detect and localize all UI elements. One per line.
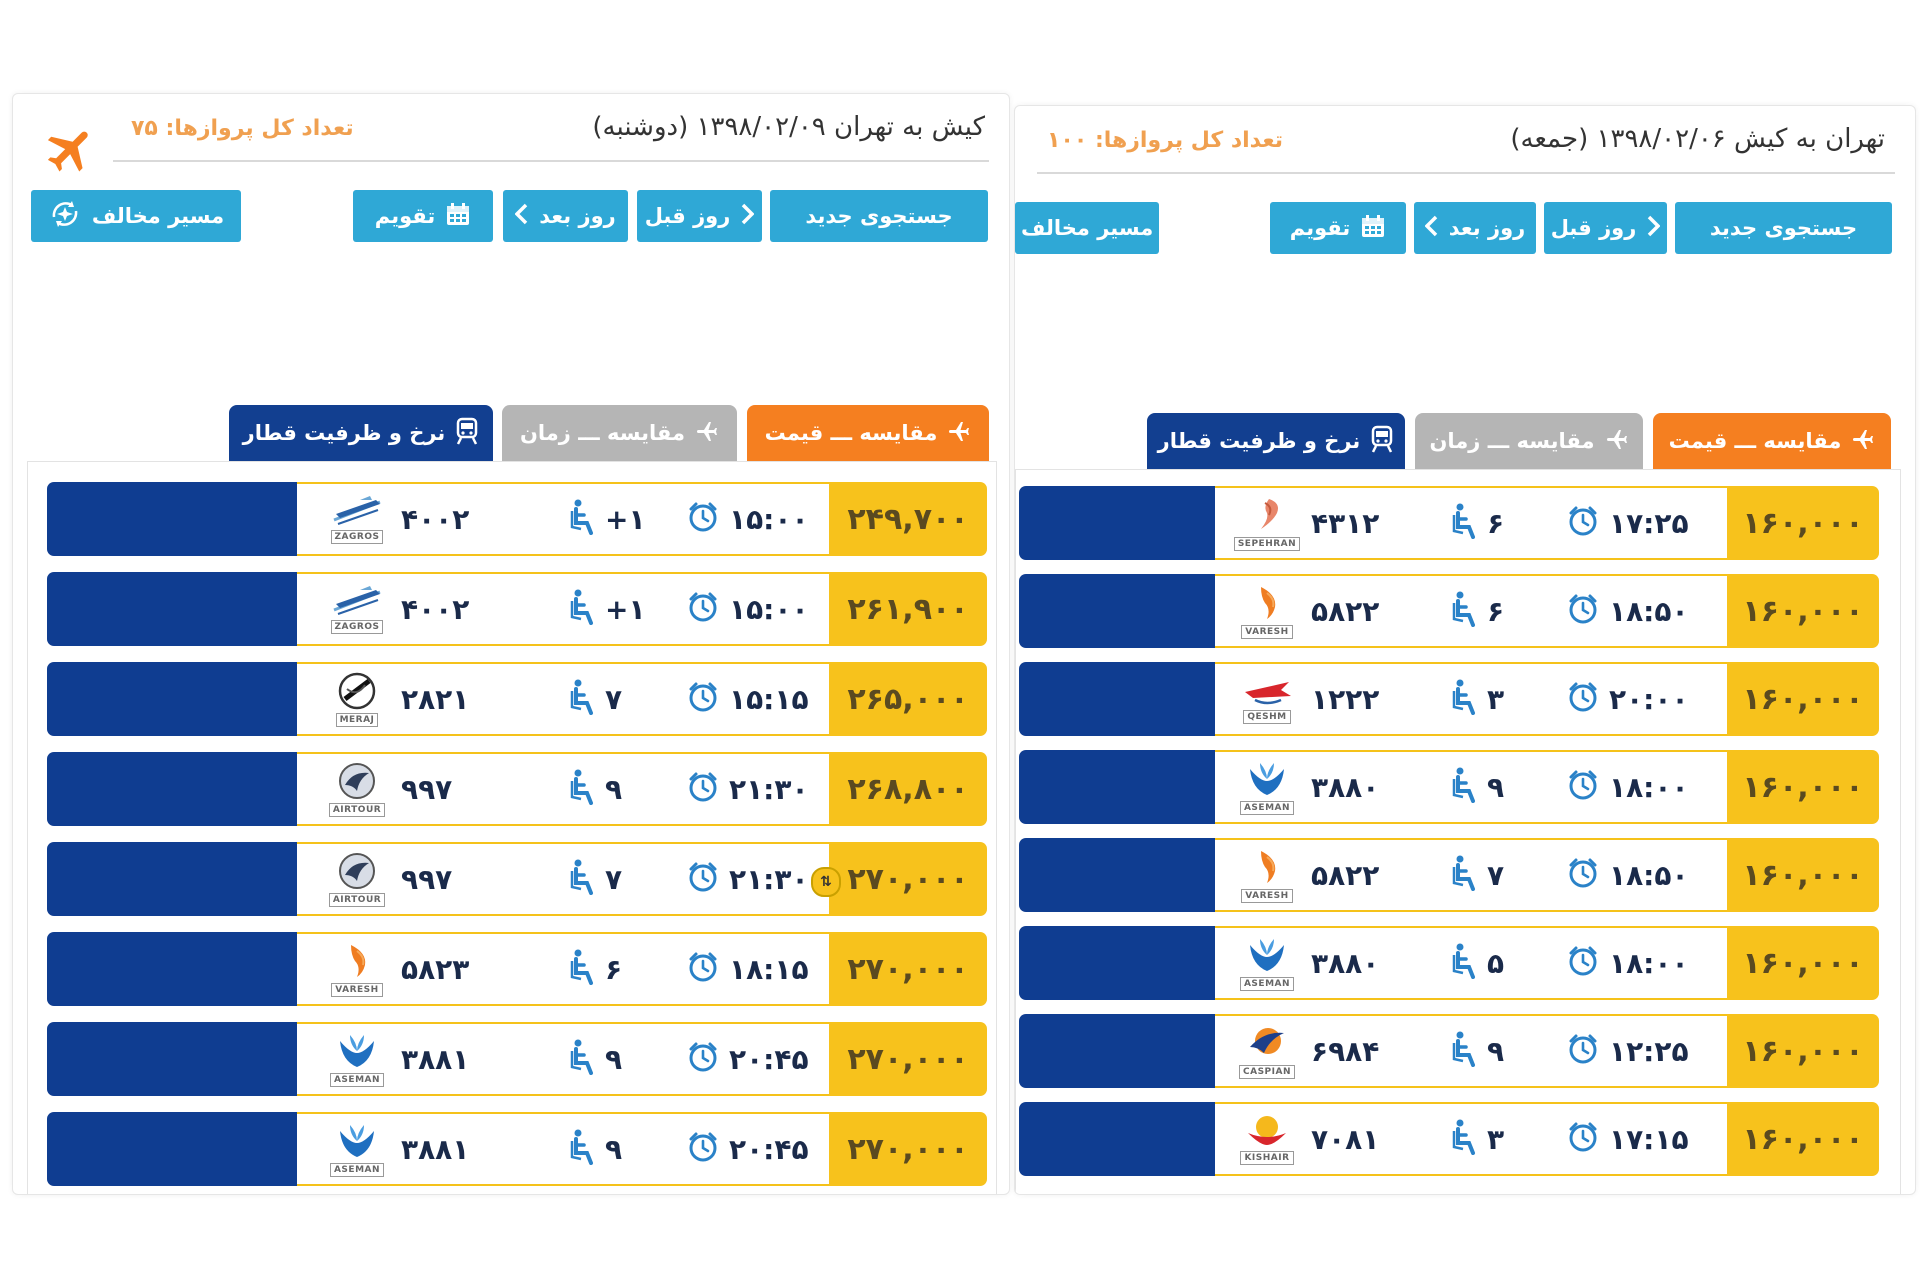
airline-logo-icon	[323, 494, 391, 544]
flight-row[interactable]	[47, 1112, 987, 1186]
flight-row[interactable]	[1019, 486, 1879, 560]
tab-time-label: مقایسه ـــ زمان	[519, 421, 686, 445]
airline-cell	[1233, 486, 1379, 560]
flight-panel-left	[12, 93, 1010, 1195]
book-button[interactable]	[1019, 1102, 1215, 1176]
airline-name: ZAGROS	[331, 530, 384, 544]
flight-panel-right	[1014, 105, 1916, 1195]
price-cell[interactable]	[1727, 926, 1879, 1000]
airline-cell	[1233, 1014, 1379, 1088]
seats-cell	[1451, 926, 1504, 1000]
airline-logo-icon	[1233, 1113, 1301, 1165]
next-day-button[interactable]	[503, 190, 628, 242]
chevron-left-icon	[515, 203, 529, 230]
seats-cell	[1451, 750, 1504, 824]
price-cell[interactable]	[1727, 838, 1879, 912]
clock-icon	[687, 501, 719, 537]
airline-logo-icon	[323, 671, 391, 727]
flight-number: ۳۸۸۱	[401, 1132, 470, 1166]
seats-available: ۹	[1487, 1034, 1505, 1068]
seat-icon	[569, 1039, 595, 1079]
flight-number: ۷۰۸۱	[1311, 1122, 1380, 1156]
airline-cell	[1233, 838, 1379, 912]
departure-time: ۱۸:۰۰	[1609, 770, 1689, 804]
price-cell[interactable]	[829, 1022, 987, 1096]
clock-icon	[687, 1131, 719, 1167]
swap-plane-icon	[48, 197, 82, 236]
seats-cell	[569, 932, 622, 1006]
clock-icon	[687, 771, 719, 807]
new-search-label: جستجوی جدید	[805, 204, 953, 228]
train-icon	[1370, 425, 1394, 458]
calendar-button[interactable]	[353, 190, 493, 242]
flight-row[interactable]	[1019, 574, 1879, 648]
airline-cell	[323, 752, 452, 826]
airline-cell	[323, 662, 469, 736]
flight-number: ۹۹۷	[401, 862, 453, 896]
seats-cell	[1451, 486, 1504, 560]
seats-cell	[1451, 1014, 1504, 1088]
price-value: ۲۷۰,۰۰۰	[847, 861, 969, 897]
airline-name: ASEMAN	[1240, 801, 1294, 815]
seats-available: ۵	[1487, 946, 1505, 980]
chevron-left-icon	[1425, 215, 1439, 242]
prev-day-label: روز قبل	[1550, 216, 1637, 240]
tab-train-rates[interactable]	[229, 405, 493, 461]
departure-time: ۱۸:۵۰	[1609, 858, 1689, 892]
price-cell[interactable]	[829, 482, 987, 556]
time-cell	[1567, 1102, 1689, 1176]
route-title: تهران به کیش ۱۳۹۸/۰۲/۰۶ (جمعه)	[1510, 124, 1885, 154]
time-cell	[1567, 662, 1689, 736]
tab-time-compare[interactable]	[1415, 413, 1643, 469]
departure-time: ۱۷:۱۵	[1609, 1122, 1689, 1156]
departure-time: ۱۲:۲۵	[1609, 1034, 1689, 1068]
book-button[interactable]	[1019, 574, 1215, 648]
price-value: ۲۷۰,۰۰۰	[847, 1131, 969, 1167]
book-button[interactable]	[47, 932, 297, 1006]
time-cell	[687, 572, 809, 646]
price-value: ۱۶۰,۰۰۰	[1742, 857, 1864, 893]
reverse-route-button[interactable]	[1015, 202, 1159, 254]
seat-icon	[569, 679, 595, 719]
route-title: کیش به تهران ۱۳۹۸/۰۲/۰۹ (دوشنبه)	[592, 112, 985, 142]
clock-icon	[687, 951, 719, 987]
seats-cell	[569, 482, 646, 556]
seat-icon	[1451, 591, 1477, 631]
next-day-button[interactable]	[1414, 202, 1536, 254]
airline-cell	[323, 482, 469, 556]
seats-available: ۹	[605, 1132, 623, 1166]
clock-icon	[1567, 1033, 1599, 1069]
price-cell[interactable]	[829, 1112, 987, 1186]
clock-icon	[1567, 505, 1599, 541]
airline-cell	[323, 1112, 469, 1186]
price-value: ۲۴۹,۷۰۰	[847, 501, 969, 537]
price-value: ۱۶۰,۰۰۰	[1742, 681, 1864, 717]
flight-number: ۵۸۲۲	[1311, 594, 1380, 628]
time-cell	[1567, 750, 1689, 824]
plane-icon	[947, 419, 971, 448]
seats-available: ۳	[1487, 1122, 1505, 1156]
airline-name: ZAGROS	[331, 620, 384, 634]
price-cell[interactable]	[1727, 1014, 1879, 1088]
plane-icon	[1605, 427, 1629, 456]
seats-cell	[569, 572, 646, 646]
flight-number: ۲۸۲۱	[401, 682, 470, 716]
airline-logo-icon	[323, 1121, 391, 1177]
flight-number: ۵۸۲۳	[401, 952, 470, 986]
tab-price-label: مقایسه ـــ قیمت	[1668, 429, 1842, 453]
airline-name: CASPIAN	[1239, 1065, 1295, 1079]
seats-available: ۶	[1487, 594, 1505, 628]
price-cell[interactable]	[1727, 1102, 1879, 1176]
flight-number: ۳۸۸۱	[401, 1042, 470, 1076]
price-value: ۱۶۰,۰۰۰	[1742, 945, 1864, 981]
flight-number: ۶۹۸۴	[1311, 1034, 1380, 1068]
departure-time: ۱۸:۱۵	[729, 952, 809, 986]
time-cell	[687, 662, 809, 736]
clock-icon	[1567, 769, 1599, 805]
sort-toggle-icon[interactable]: ⇅	[811, 867, 841, 897]
seats-available: ۶	[605, 952, 623, 986]
seats-available: ۹	[605, 772, 623, 806]
clock-icon	[687, 861, 719, 897]
airline-cell	[1233, 574, 1379, 648]
flight-number: ۱۲۲۲	[1311, 682, 1380, 716]
seats-cell	[569, 752, 622, 826]
next-day-label: روز بعد	[539, 204, 616, 228]
flight-number: ۴۰۰۲	[401, 592, 470, 626]
price-cell[interactable]	[829, 572, 987, 646]
price-value: ۲۷۰,۰۰۰	[847, 951, 969, 987]
flight-row[interactable]	[1019, 926, 1879, 1000]
airline-name: VARESH	[1241, 889, 1292, 903]
clock-icon	[687, 681, 719, 717]
total-flights: تعداد کل پروازها: ۷۵	[131, 116, 354, 141]
train-icon	[455, 417, 479, 450]
book-button[interactable]	[1019, 486, 1215, 560]
flight-number: ۳۸۸۰	[1311, 770, 1380, 804]
seat-icon	[569, 589, 595, 629]
book-button[interactable]	[47, 662, 297, 736]
calendar-label: تقویم	[1289, 216, 1351, 240]
flight-row[interactable]	[47, 1022, 987, 1096]
flight-row[interactable]	[1019, 838, 1879, 912]
plane-icon	[1851, 427, 1875, 456]
reverse-route-label: مسیر مخالف	[1021, 216, 1154, 240]
price-cell[interactable]	[829, 752, 987, 826]
airline-logo-icon	[323, 761, 391, 817]
chevron-right-icon	[740, 203, 754, 230]
departure-time: ۲۰:۰۰	[1609, 682, 1689, 716]
departure-time: ۱۸:۵۰	[1609, 594, 1689, 628]
price-value: ۱۶۰,۰۰۰	[1742, 593, 1864, 629]
clock-icon	[1567, 1121, 1599, 1157]
seats-available: ۷	[605, 682, 623, 716]
seat-icon	[569, 1129, 595, 1169]
seats-cell	[1451, 574, 1504, 648]
total-flights: تعداد کل پروازها: ۱۰۰	[1047, 128, 1284, 153]
new-search-button[interactable]	[770, 190, 988, 242]
next-day-label: روز بعد	[1448, 216, 1526, 240]
clock-icon	[687, 591, 719, 627]
tab-train-label: نرخ و ظرفیت قطار	[1157, 429, 1361, 453]
seats-available: ۶	[1487, 506, 1505, 540]
new-search-button[interactable]	[1675, 202, 1892, 254]
airline-logo-icon	[1233, 1023, 1301, 1079]
flight-row[interactable]	[1019, 1014, 1879, 1088]
price-cell[interactable]	[1727, 662, 1879, 736]
airline-name: QESHM	[1243, 710, 1290, 724]
airline-logo-icon	[323, 584, 391, 634]
airline-cell	[323, 1022, 469, 1096]
plane-logo-icon	[43, 122, 99, 182]
time-cell	[687, 482, 809, 556]
tab-time-label: مقایسه ـــ زمان	[1429, 429, 1595, 453]
book-button[interactable]	[47, 842, 297, 916]
book-button[interactable]	[47, 482, 297, 556]
flight-number: ۹۹۷	[401, 772, 453, 806]
price-value: ۱۶۰,۰۰۰	[1742, 505, 1864, 541]
seat-icon	[1451, 1119, 1477, 1159]
price-cell[interactable]	[1727, 750, 1879, 824]
seat-icon	[569, 499, 595, 539]
price-value: ۱۶۰,۰۰۰	[1742, 1121, 1864, 1157]
airline-logo-icon	[1233, 583, 1301, 639]
time-cell	[687, 842, 809, 916]
seats-available: ۹	[605, 1042, 623, 1076]
price-cell[interactable]	[829, 842, 987, 916]
flight-row[interactable]	[47, 482, 987, 556]
price-cell[interactable]	[1727, 486, 1879, 560]
price-value: ۱۶۰,۰۰۰	[1742, 769, 1864, 805]
airline-cell	[323, 932, 469, 1006]
calendar-icon	[1360, 213, 1386, 244]
airline-logo-icon	[1233, 674, 1301, 724]
airline-logo-icon	[323, 1031, 391, 1087]
book-button[interactable]	[47, 572, 297, 646]
flight-number: ۴۰۰۲	[401, 502, 470, 536]
airline-cell	[1233, 1102, 1379, 1176]
airline-cell	[323, 572, 469, 646]
plane-icon	[695, 419, 719, 448]
price-cell[interactable]	[829, 662, 987, 736]
seat-icon	[1451, 503, 1477, 543]
seat-icon	[569, 769, 595, 809]
book-button[interactable]	[1019, 662, 1215, 736]
airline-logo-icon	[1233, 495, 1301, 551]
time-cell	[687, 1112, 809, 1186]
airline-logo-icon	[1233, 759, 1301, 815]
seat-icon	[569, 949, 595, 989]
flight-row[interactable]	[47, 572, 987, 646]
flight-number: ۵۸۲۲	[1311, 858, 1380, 892]
seat-icon	[1451, 855, 1477, 895]
price-value: ۲۶۵,۰۰۰	[847, 681, 969, 717]
seats-available: ۷	[605, 862, 623, 896]
seats-cell	[1451, 1102, 1504, 1176]
clock-icon	[1567, 681, 1599, 717]
airline-logo-icon	[323, 941, 391, 997]
price-value: ۲۷۰,۰۰۰	[847, 1041, 969, 1077]
time-cell	[687, 1022, 809, 1096]
flight-row[interactable]	[1019, 1102, 1879, 1176]
time-cell	[1567, 838, 1689, 912]
departure-time: ۱۵:۰۰	[729, 592, 809, 626]
prev-day-button[interactable]	[1544, 202, 1667, 254]
header-divider	[1037, 172, 1895, 174]
clock-icon	[687, 1041, 719, 1077]
departure-time: ۱۷:۲۵	[1609, 506, 1689, 540]
departure-time: ۱۵:۰۰	[729, 502, 809, 536]
departure-time: ۲۰:۴۵	[729, 1042, 809, 1076]
time-cell	[687, 932, 809, 1006]
time-cell	[1567, 1014, 1689, 1088]
time-cell	[687, 752, 809, 826]
seat-icon	[1451, 767, 1477, 807]
airline-name: AIRTOUR	[329, 893, 385, 907]
airline-logo-icon	[1233, 847, 1301, 903]
tab-train-rates[interactable]	[1147, 413, 1405, 469]
price-value: ۱۶۰,۰۰۰	[1742, 1033, 1864, 1069]
tab-price-label: مقایسه ـــ قیمت	[764, 421, 938, 445]
airline-name: VARESH	[331, 983, 382, 997]
departure-time: ۱۸:۰۰	[1609, 946, 1689, 980]
clock-icon	[1567, 593, 1599, 629]
departure-time: ۲۱:۳۰	[729, 862, 809, 896]
seats-available: +۱	[605, 592, 646, 626]
time-cell	[1567, 486, 1689, 560]
calendar-button[interactable]	[1270, 202, 1406, 254]
flight-number: ۳۸۸۰	[1311, 946, 1380, 980]
airline-name: MERAJ	[336, 713, 379, 727]
airline-logo-icon	[323, 851, 391, 907]
book-button[interactable]	[1019, 926, 1215, 1000]
seats-cell	[569, 1112, 622, 1186]
seats-cell	[569, 662, 622, 736]
airline-cell	[1233, 750, 1379, 824]
airline-name: AIRTOUR	[329, 803, 385, 817]
flight-number: ۴۳۱۲	[1311, 506, 1380, 540]
book-button[interactable]	[1019, 750, 1215, 824]
chevron-right-icon	[1646, 215, 1660, 242]
time-cell	[1567, 574, 1689, 648]
clock-icon	[1567, 857, 1599, 893]
seats-cell	[1451, 662, 1504, 736]
book-button[interactable]	[1019, 838, 1215, 912]
airline-name: VARESH	[1241, 625, 1292, 639]
airline-name: KISHAIR	[1240, 1151, 1293, 1165]
flight-row[interactable]	[1019, 750, 1879, 824]
time-cell	[1567, 926, 1689, 1000]
reverse-route-button[interactable]	[31, 190, 241, 242]
new-search-label: جستجوی جدید	[1709, 216, 1858, 240]
departure-time: ۱۵:۱۵	[729, 682, 809, 716]
tab-time-compare[interactable]	[502, 405, 737, 461]
airline-cell	[1233, 662, 1379, 736]
calendar-label: تقویم	[374, 204, 436, 228]
flight-row[interactable]	[47, 932, 987, 1006]
price-value: ۲۶۸,۸۰۰	[847, 771, 969, 807]
reverse-route-label: مسیر مخالف	[91, 204, 225, 228]
clock-icon	[1567, 945, 1599, 981]
seats-available: ۷	[1487, 858, 1505, 892]
tab-price-compare[interactable]	[747, 405, 989, 461]
seat-icon	[1451, 1031, 1477, 1071]
departure-time: ۲۰:۴۵	[729, 1132, 809, 1166]
price-cell[interactable]	[829, 932, 987, 1006]
airline-logo-icon	[1233, 935, 1301, 991]
flight-row[interactable]	[47, 752, 987, 826]
seat-icon	[1451, 943, 1477, 983]
airline-name: ASEMAN	[330, 1073, 384, 1087]
seats-available: ۳	[1487, 682, 1505, 716]
seats-cell	[569, 842, 622, 916]
flight-row[interactable]	[47, 662, 987, 736]
flight-row[interactable]	[47, 842, 987, 916]
price-value: ۲۶۱,۹۰۰	[847, 591, 969, 627]
tab-price-compare[interactable]	[1653, 413, 1891, 469]
seats-cell	[569, 1022, 622, 1096]
calendar-icon	[445, 201, 471, 232]
airline-name: SEPEHRAN	[1234, 537, 1300, 551]
prev-day-button[interactable]	[637, 190, 762, 242]
book-button[interactable]	[47, 752, 297, 826]
seats-available: ۹	[1487, 770, 1505, 804]
tab-train-label: نرخ و ظرفیت قطار	[242, 421, 446, 445]
book-button[interactable]	[47, 1112, 297, 1186]
seats-cell	[1451, 838, 1504, 912]
flight-row[interactable]	[1019, 662, 1879, 736]
header-divider	[113, 160, 989, 162]
airline-name: ASEMAN	[330, 1163, 384, 1177]
book-button[interactable]	[1019, 1014, 1215, 1088]
prev-day-label: روز قبل	[644, 204, 731, 228]
airline-cell	[1233, 926, 1379, 1000]
airline-name: ASEMAN	[1240, 977, 1294, 991]
seats-available: +۱	[605, 502, 646, 536]
book-button[interactable]	[47, 1022, 297, 1096]
departure-time: ۲۱:۳۰	[729, 772, 809, 806]
airline-cell	[323, 842, 452, 916]
price-cell[interactable]	[1727, 574, 1879, 648]
seat-icon	[1451, 679, 1477, 719]
seat-icon	[569, 859, 595, 899]
